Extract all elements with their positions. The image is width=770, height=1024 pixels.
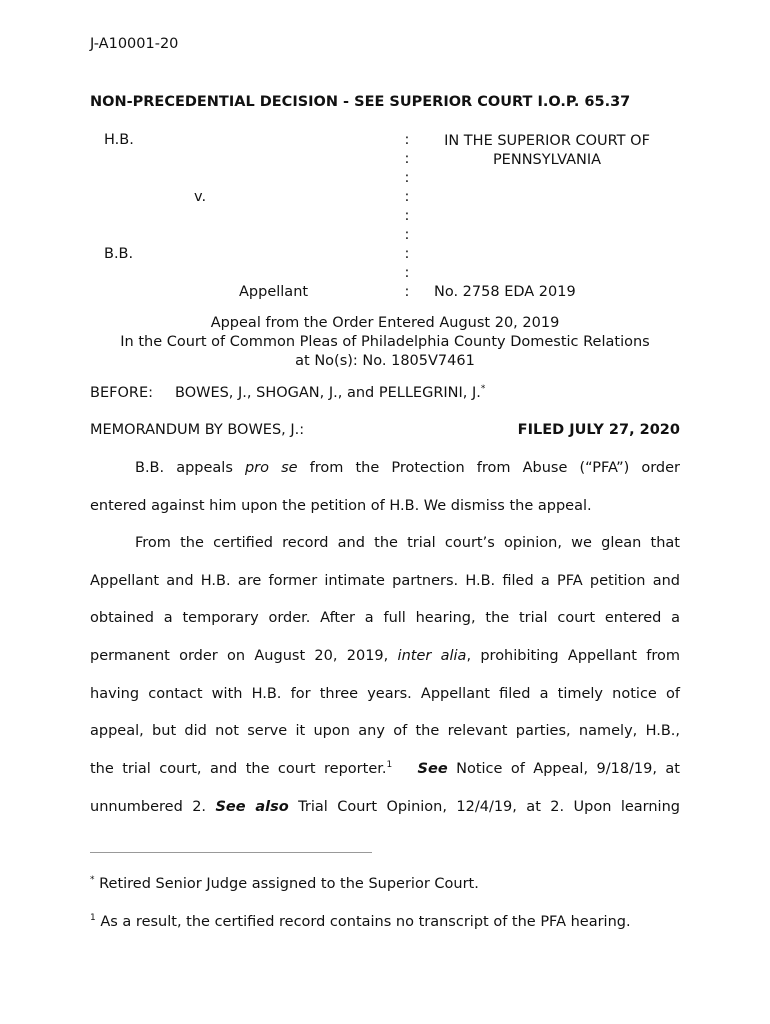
- citation-signal: See: [417, 761, 448, 777]
- body-line: [135, 460, 680, 476]
- appeal-from-line1: Appeal from the Order Entered August 20, 2019: [210, 315, 560, 331]
- caption-colon: :: [404, 246, 410, 262]
- body-line: [90, 799, 680, 815]
- footnote-one-ref: 1: [386, 760, 393, 770]
- caption-colon: :: [404, 132, 410, 148]
- footnote-text: Retired Senior Judge assigned to the Superior Court.: [99, 876, 479, 892]
- panel-judges: [175, 385, 485, 401]
- body-line: From the certified record and the trial court’s opinion, we glean that: [135, 535, 680, 551]
- appellant-label: Appellant: [239, 284, 309, 300]
- caption-colon: :: [404, 151, 410, 167]
- body-line: Appellant and H.B. are former intimate partners. H.B. filed a PFA petition and: [90, 573, 680, 589]
- footnote-star-ref: *: [480, 384, 486, 394]
- footnote-one: [90, 914, 631, 930]
- footnote-star: [90, 876, 479, 892]
- caption-colon: :: [404, 284, 410, 300]
- caption-colon: :: [404, 208, 410, 224]
- before-label: BEFORE:: [90, 385, 153, 401]
- body-line: having contact with H.B. for three years. Appellant filed a timely notice of: [90, 686, 680, 702]
- appeal-from-line2: In the Court of Common Pleas of Philadelphia County Domestic Relations: [120, 334, 650, 350]
- decision-heading: NON-PRECEDENTIAL DECISION - SEE SUPERIOR COURT I.O.P. 65.37: [90, 94, 631, 110]
- court-name: [434, 132, 660, 170]
- body-text: B.B. appeals: [135, 460, 245, 476]
- party-one: H.B.: [104, 132, 134, 148]
- appeal-from-line3: at No(s): No. 1805V7461: [295, 353, 475, 369]
- footnote-divider: [90, 852, 372, 853]
- court-name-line2: PENNSYLVANIA: [492, 152, 602, 168]
- versus-label: v.: [194, 189, 207, 205]
- caption-colon: :: [404, 265, 410, 281]
- footnote-text: As a result, the certified record contains no transcript of the PFA hearing.: [100, 914, 631, 930]
- body-line: appeal, but did not serve it upon any of the relevant parties, namely, H.B.,: [90, 723, 680, 739]
- body-text: Notice of Appeal, 9/18/19, at: [447, 761, 680, 777]
- court-name-line1: IN THE SUPERIOR COURT OF: [444, 133, 650, 149]
- body-italic: pro se: [244, 460, 298, 476]
- body-text: , prohibiting Appellant from: [466, 648, 680, 664]
- body-text: from the Protection from Abuse (“PFA”) order: [297, 460, 680, 476]
- footnote-marker: 1: [90, 913, 96, 923]
- body-text: permanent order on August 20, 2019,: [90, 648, 398, 664]
- body-text: Trial Court Opinion, 12/4/19, at 2. Upon learning: [288, 799, 680, 815]
- docket-number: No. 2758 EDA 2019: [434, 284, 576, 300]
- body-line: obtained a temporary order. After a full hearing, the trial court entered a: [90, 610, 680, 626]
- filed-date: FILED JULY 27, 2020: [517, 422, 680, 438]
- citation-signal: See also: [215, 799, 289, 815]
- body-line: [90, 648, 680, 664]
- body-line: entered against him upon the petition of H.B. We dismiss the appeal.: [90, 498, 592, 514]
- body-text: unnumbered 2.: [90, 799, 216, 815]
- body-text: the trial court, and the court reporter.: [90, 761, 387, 777]
- caption-colon: :: [404, 227, 410, 243]
- caption-colon: :: [404, 170, 410, 186]
- caption-colon: :: [404, 189, 410, 205]
- footnote-marker: *: [90, 875, 95, 885]
- document-id: J-A10001-20: [90, 36, 179, 52]
- panel-judges-text: BOWES, J., SHOGAN, J., and PELLEGRINI, J.: [175, 385, 481, 401]
- body-italic: inter alia: [397, 648, 467, 664]
- memorandum-author: MEMORANDUM BY BOWES, J.:: [90, 422, 305, 438]
- body-line: [90, 761, 680, 777]
- party-two: B.B.: [104, 246, 134, 262]
